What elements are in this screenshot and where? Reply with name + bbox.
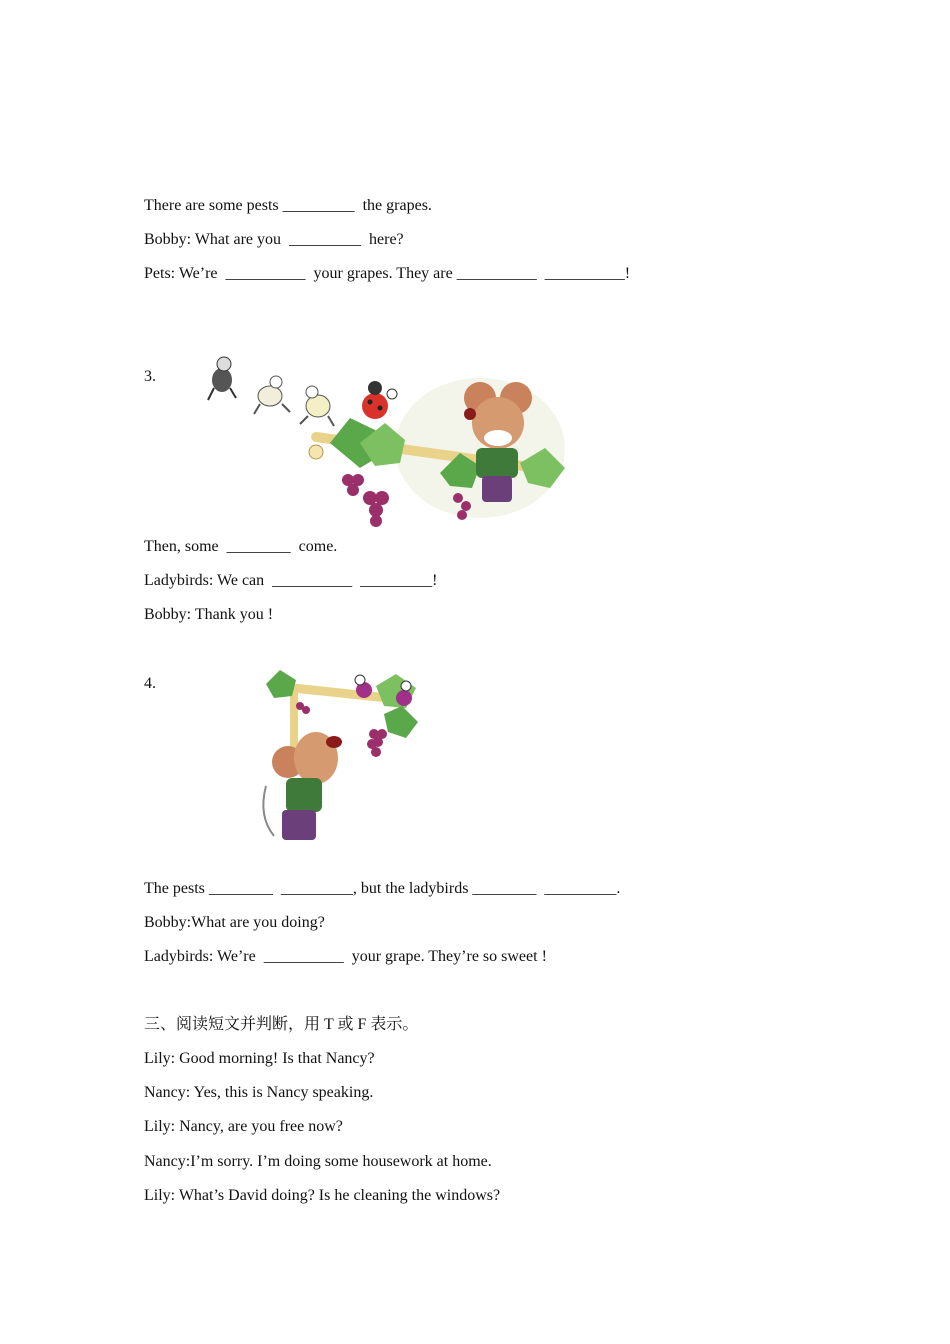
question-number-3: 3. <box>144 368 156 385</box>
dialogue-line: Lily: What’s David doing? Is he cleaning the windows? <box>144 1187 501 1204</box>
question-number-4: 4. <box>144 675 156 692</box>
question-line: Then, some ________ come. <box>144 538 338 555</box>
dialogue-line: Nancy: Yes, this is Nancy speaking. <box>144 1084 374 1101</box>
grape-leaves-icon <box>266 670 418 738</box>
mouse-bobby-icon <box>263 732 342 840</box>
pest-bug-icon <box>208 357 236 400</box>
ladybird-icon <box>362 381 397 419</box>
question-line: Ladybirds: We can __________ _________! <box>144 572 438 589</box>
question-line: Pets: We’re __________ your grapes. They are __________ __________! <box>144 265 631 282</box>
bugs-and-mouse-on-vine-illustration <box>200 348 570 530</box>
pest-bug-icon <box>254 376 290 414</box>
dialogue-line: Nancy:I’m sorry. I’m doing some housework at home. <box>144 1153 492 1170</box>
mouse-looking-at-ladybirds-illustration <box>256 666 428 848</box>
dialogue-line: Lily: Nancy, are you free now? <box>144 1118 343 1135</box>
question-line: Bobby: Thank you ! <box>144 606 274 623</box>
dialogue-line: Lily: Good morning! Is that Nancy? <box>144 1050 375 1067</box>
question-line: Bobby:What are you doing? <box>144 914 325 931</box>
question-line: There are some pests _________ the grapes. <box>144 197 432 214</box>
section-heading: 三、阅读短文并判断，用 T 或 F 表示。 <box>144 1016 419 1033</box>
question-line: Ladybirds: We’re __________ your grape. They’re so sweet ! <box>144 948 547 965</box>
pest-bug-icon <box>300 386 334 426</box>
question-line: The pests ________ _________, but the ladybirds ________ _________. <box>144 880 621 897</box>
question-line: Bobby: What are you _________ here? <box>144 231 404 248</box>
